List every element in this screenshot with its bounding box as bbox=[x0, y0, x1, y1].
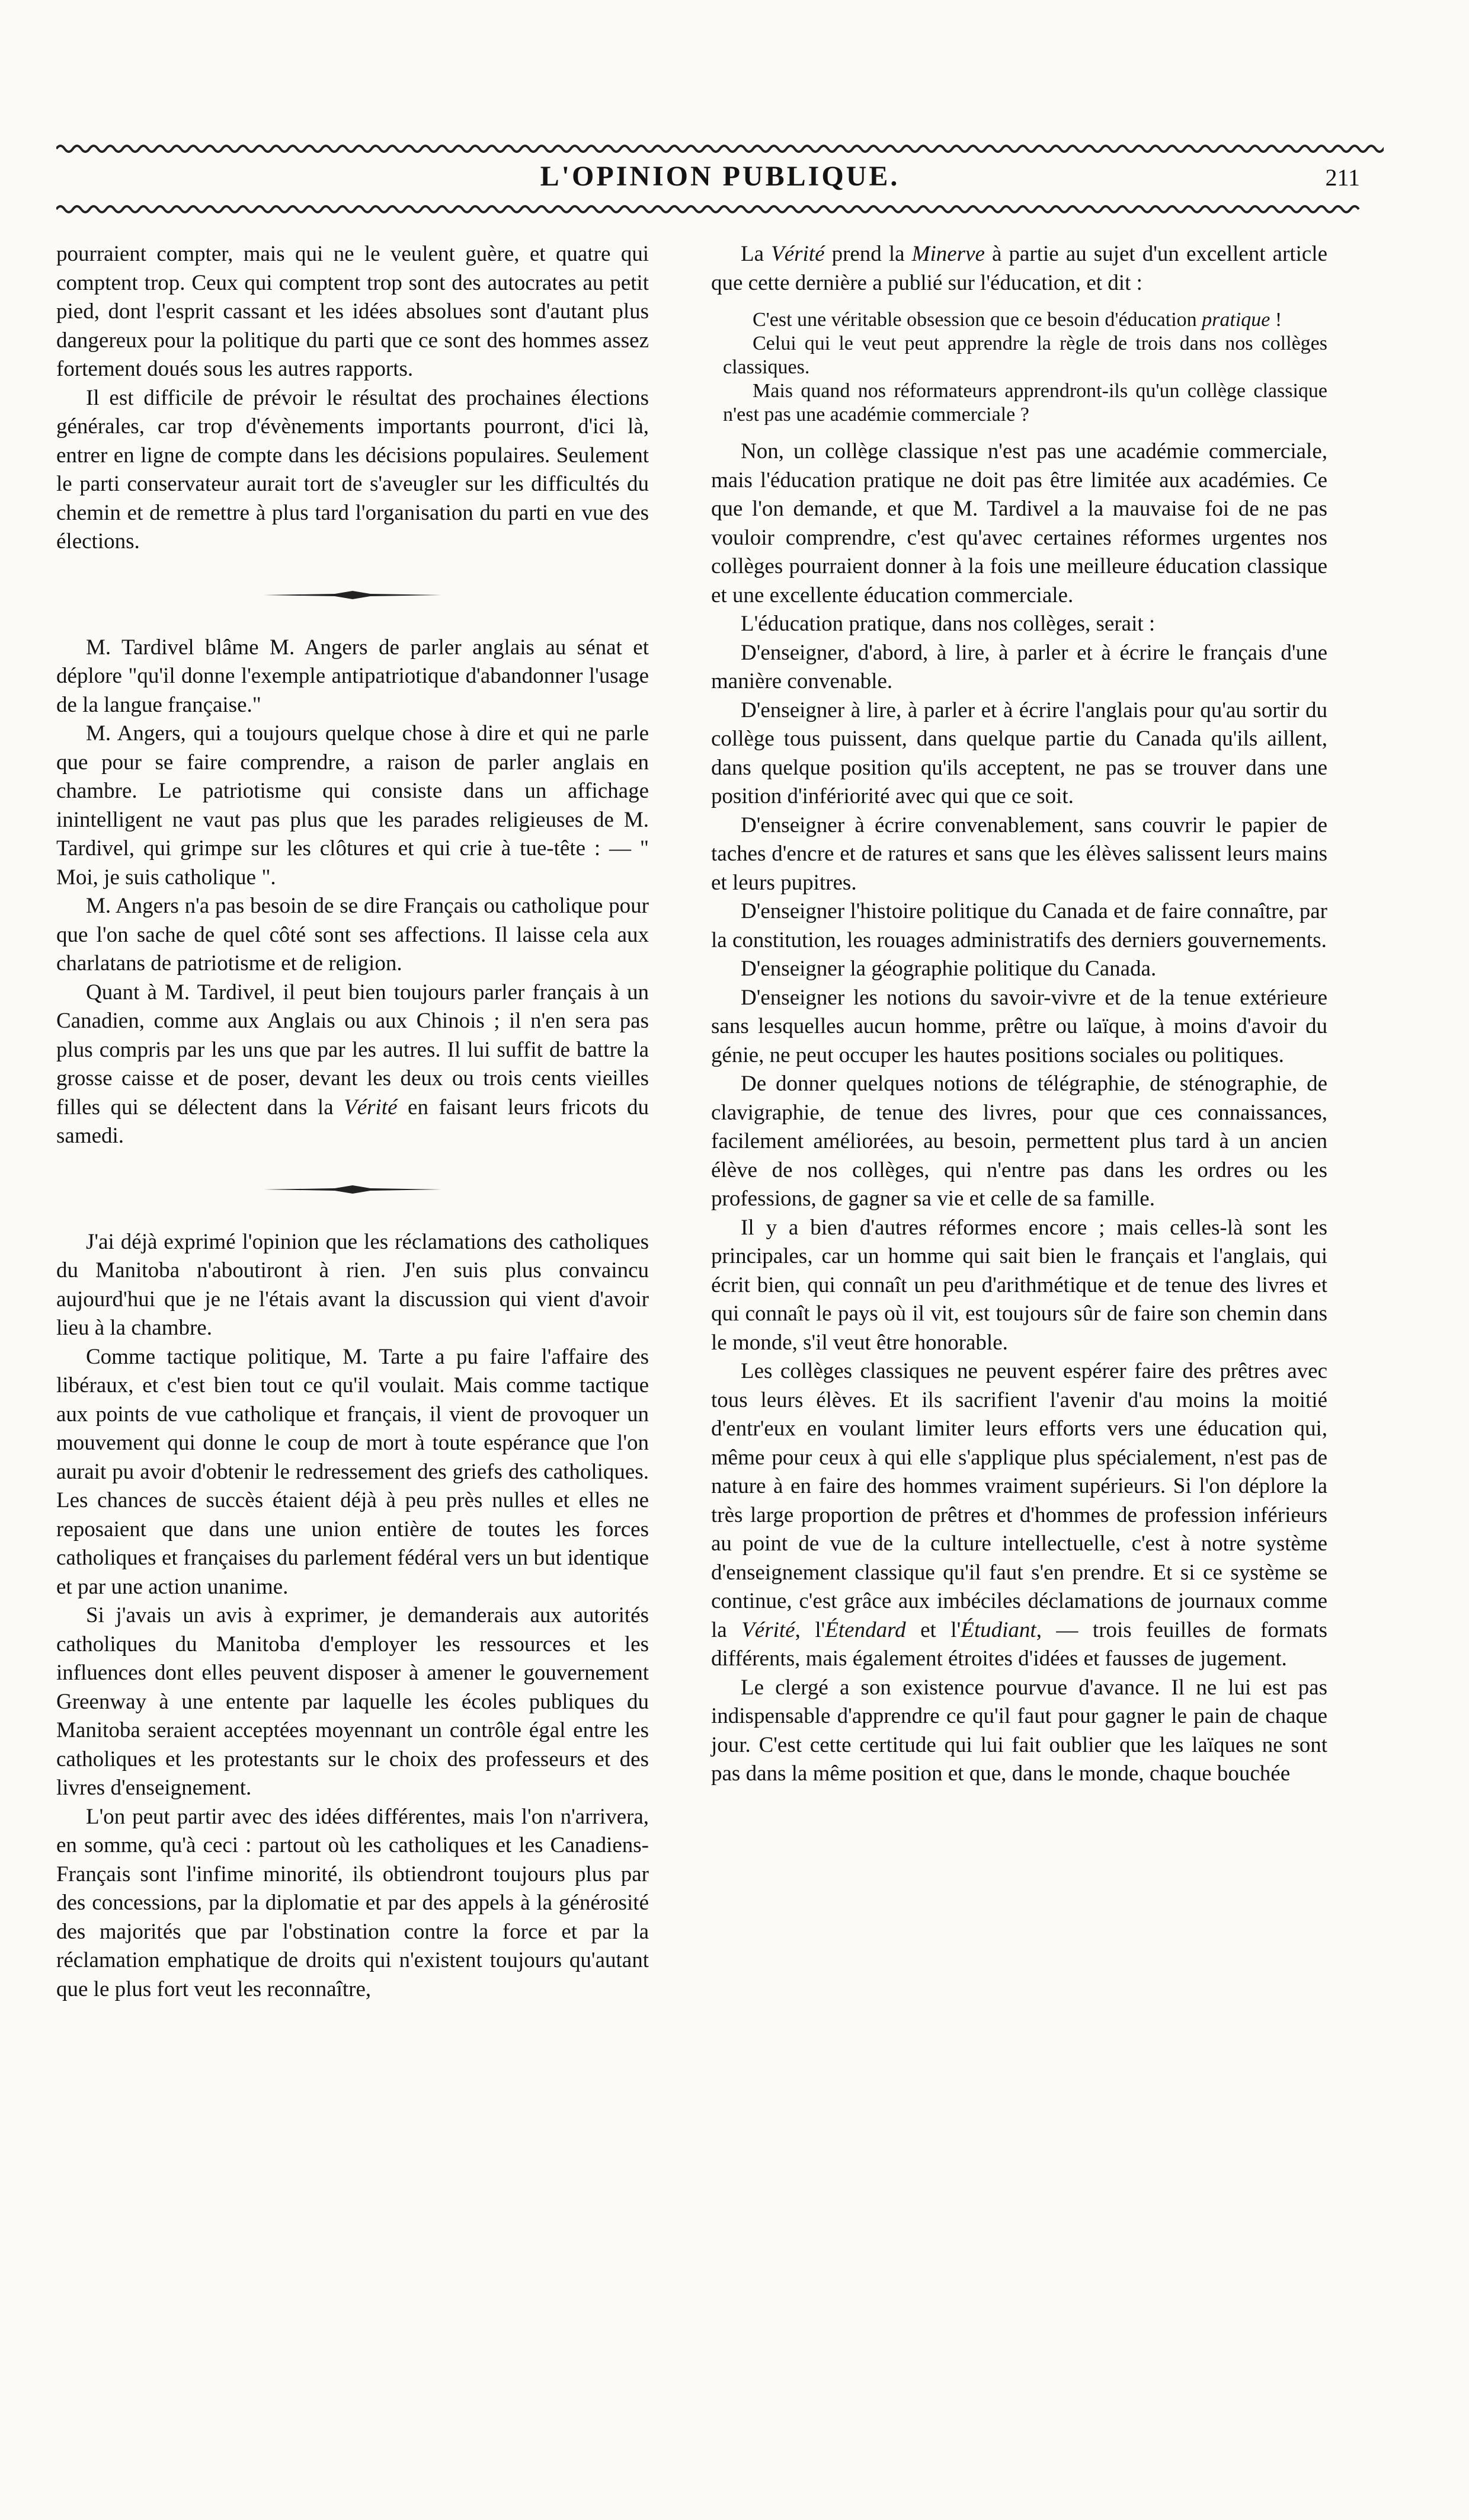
paragraph: J'ai déjà exprimé l'opinion que les réclamations des catholiques du Manitoba n'aboutiront à rien. J'en suis plus convaincu aujourd'hui que je ne l'étais avant la discussion qui vient d'avoir lieu à la chambre. bbox=[56, 1229, 649, 1340]
emphasis: Étudiant bbox=[961, 1617, 1036, 1642]
right-column bbox=[711, 240, 1327, 1789]
paragraph: L'on peut partir avec des idées différentes, mais l'on n'arrivera, en somme, qu'à ceci : partout où les catholiques et les Canadiens-Français sont l'infime minorité, ils obtiendront toujours plus par des concessions, par la diplomatie et par des appels à la générosité des majorités que par l'obstination contre la force et par la réclamation emphatique de droits qui n'existent toujours qu'autant que le plus fort veut les reconnaître, bbox=[56, 1804, 649, 2001]
quotation: Mais quand nos réformateurs apprendront-ils qu'un collège classique n'est pas une académie commerciale ? bbox=[723, 380, 1327, 426]
emphasis: pratique bbox=[1202, 309, 1270, 331]
section-separator bbox=[56, 557, 649, 634]
paragraph: Quant à M. Tardivel, il peut bien toujours parler français à un Canadien, comme aux Anglais ou aux Chinois ; il n'en sera pas plus compris par les uns que par les autres. Il lui suffit de battre la grosse caisse et de poser, devant les deux ou trois cents vieilles filles qui se délectent dans la Vérité en faisant leurs fricots du samedi. bbox=[56, 980, 649, 1148]
paragraph: D'enseigner les notions du savoir-vivre et de la tenue extérieure sans lesquelles aucun homme, prêtre ou laïque, à moins d'avoir du génie, ne peut occuper les hautes positions sociales ou politiques. bbox=[711, 985, 1327, 1067]
paragraph: Les collèges classiques ne peuvent espérer faire des prêtres avec tous leurs élèves. Et ils sacrifient l'avenir d'au moins la moitié d'entr'eux en voulant limiter leurs efforts vers une éducation qui, même pour ceux à qui elle s'applique plus spécialement, n'est pas de nature à en faire des hommes vraiment supérieurs. Si l'on déplore la très large proportion de prêtres et d'hommes de profession inférieurs au point de vue de la culture intellectuelle, c'est à notre système d'enseignement classique qu'il faut s'en prendre. Et si ce système se continue, c'est grâce aux imbéciles déclamations de journaux comme la Vérité, l'Étendard et l'Étudiant, — trois feuilles de formats différents, mais également étroites d'idées et fausses de jugement. bbox=[711, 1359, 1327, 1671]
emphasis: Minerve bbox=[911, 242, 985, 266]
header-rule-top bbox=[56, 141, 1384, 156]
paragraph: Comme tactique politique, M. Tarte a pu faire l'affaire des libéraux, et c'est bien tout ce qu'il voulait. Mais comme tactique aux points de vue catholique et français, il vient de provoquer un mouvement qui donne le coup de mort à toute espérance que l'on aurait pu avoir d'obtenir le redressement des griefs des catholiques. Les chances de succès étaient déjà à peu près nulles et elles ne reposaient que dans une union entière de toutes les forces catholiques et françaises du parlement fédéral vers un but identique et par une action unanime. bbox=[56, 1344, 649, 1599]
quotation: Celui qui le veut peut apprendre la règle de trois dans nos collèges classiques. bbox=[723, 332, 1327, 378]
paragraph: De donner quelques notions de télégraphie, de sténographie, de clavigraphie, de tenue des livres, pour que ces connaissances, facilement améliorées, au besoin, permettent plus tard à un ancien élève de nos collèges, qui n'entre pas dans les ordres ou les professions, de gagner sa vie et celle de sa famille. bbox=[711, 1072, 1327, 1211]
quotation: C'est une véritable obsession que ce besoin d'éducation pratique ! bbox=[753, 309, 1282, 331]
running-header bbox=[56, 160, 1384, 202]
paragraph: Le clergé a son existence pourvue d'avance. Il ne lui est pas indispensable d'apprendre ce qu'il faut pour gagner le pain de chaque jour. C'est cette certitude qui lui fait oublier que les laïques ne sont pas dans la même position et que, dans le monde, chaque bouchée bbox=[711, 1675, 1327, 1786]
paragraph: L'éducation pratique, dans nos collèges, serait : bbox=[741, 612, 1156, 636]
paragraph: D'enseigner la géographie politique du Canada. bbox=[741, 957, 1157, 981]
emphasis: Étendard bbox=[825, 1617, 906, 1642]
left-column bbox=[56, 240, 649, 2004]
paragraph: D'enseigner, d'abord, à lire, à parler et à écrire le français d'une manière convenable. bbox=[711, 640, 1327, 693]
paragraph: D'enseigner l'histoire politique du Canada et de faire connaître, par la constitution, les rouages administratifs des derniers gouvernements. bbox=[711, 899, 1327, 952]
emphasis: Vérité bbox=[741, 1617, 795, 1642]
header-rule-bottom bbox=[56, 202, 1384, 217]
paragraph: D'enseigner à lire, à parler et à écrire l'anglais pour qu'au sortir du collège tous puissent, dans quelque partie du Canada qu'ils aillent, dans quelque position qu'ils acceptent, ne pas se trouver dans une position d'infériorité avec qui que ce soit. bbox=[711, 698, 1327, 808]
paragraph: Il est difficile de prévoir le résultat des prochaines élections générales, car trop d'évènements importants pourront, d'ici là, entrer en ligne de compte dans les décisions populaires. Seulement le parti conservateur aurait tort de s'aveugler sur les difficultés du chemin et de remettre à plus tard l'organisation du parti en vue des élections. bbox=[56, 385, 649, 554]
emphasis: Vérité bbox=[771, 242, 825, 266]
publication-title: L'OPINION PUBLIQUE. bbox=[540, 161, 900, 192]
paragraph: Non, un collège classique n'est pas une académie commerciale, mais l'éducation pratique ne doit pas être limitée aux académies. Ce que l'on demande, et que M. Tardivel a la mauvaise foi de ne pas vouloir comprendre, c'est qu'avec certaines réformes urgentes nos collèges pourraient donner à la fois une meilleure éducation classique et une excellente éducation commerciale. bbox=[711, 439, 1327, 607]
section-separator bbox=[56, 1151, 649, 1228]
paragraph: Il y a bien d'autres réformes encore ; mais celles-là sont les principales, car un homme qui sait bien le français et l'anglais, qui écrit bien, qui connaît un peu d'arithmétique et de tenue des livres et qui connaît le pays où il vit, est toujours sûr de faire son chemin dans le monde, s'il veut être honorable. bbox=[711, 1215, 1327, 1355]
paragraph: pourraient compter, mais qui ne le veulent guère, et quatre qui comptent trop. Ceux qui comptent trop sont des autocrates au petit pied, dont l'esprit cassant et les idées absolues sont d'autant plus dangereux pour la politique du parti que ce sont des hommes assez fortement doués sous les autres rapports. bbox=[56, 242, 649, 381]
paragraph: D'enseigner à écrire convenablement, sans couvrir le papier de taches d'encre et de ratures et sans que les élèves salissent leurs mains et leurs pupitres. bbox=[711, 813, 1327, 895]
emphasis: Vérité bbox=[344, 1095, 398, 1120]
paragraph: Si j'avais un avis à exprimer, je demanderais aux autorités catholiques du Manitoba d'employer les ressources et les influences dont elles peuvent disposer à amener le gouvernement Greenway à une entente par laquelle les écoles publiques du Manitoba seraient acceptées moyennant un contrôle égal entre les catholiques et les protestants sur le choix des professeurs et des livres d'enseignement. bbox=[56, 1603, 649, 1800]
paragraph: M. Angers n'a pas besoin de se dire Français ou catholique pour que l'on sache de quel côté sont ses affections. Il laisse cela aux charlatans de patriotisme et de religion. bbox=[56, 894, 649, 976]
page-number: 211 bbox=[1325, 164, 1360, 191]
paragraph: M. Angers, qui a toujours quelque chose à dire et qui ne parle que pour se faire comprendre, a raison de parler anglais en chambre. Le patriotisme qui consiste dans un affichage inintelligent ne vaut pas plus que les parades religieuses de M. Tardivel, qui grimpe sur les clôtures et qui crie à tue-tête : — " Moi, je suis catholique ". bbox=[56, 721, 649, 890]
paragraph: La Vérité prend la Minerve à partie au sujet d'un excellent article que cette dernière a publié sur l'éducation, et dit : bbox=[711, 242, 1327, 295]
paragraph: M. Tardivel blâme M. Angers de parler anglais au sénat et déplore "qu'il donne l'exemple antipatriotique d'abandonner l'usage de la langue française." bbox=[56, 635, 649, 717]
